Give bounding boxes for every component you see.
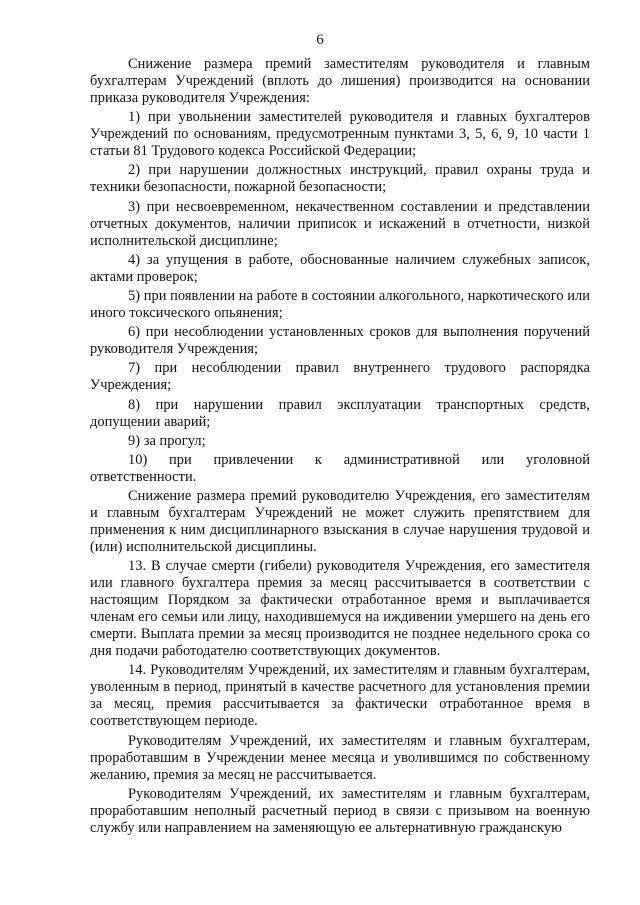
- list-item-10: 10) при привлечении к административной или уголовной ответственности.: [90, 451, 590, 485]
- document-body: [90, 56, 590, 839]
- list-item-8: 8) при нарушении правил эксплуатации транспортных средств, допущении аварий;: [90, 396, 590, 430]
- list-item-7: 7) при несоблюдении правил внутреннего трудового распорядка Учреждения;: [90, 360, 590, 394]
- paragraph-military-service: Руководителям Учреждений, их заместителям и главным бухгалтерам, проработавшим неполный расчетный период в связи с призывом на военную службу или направлением на заменяющую ее альтернативную гражданскую: [90, 785, 590, 836]
- paragraph-disciplinary-note: Снижение размера премий руководителю Учреждения, его заместителям и главным бухгалтерам Учреждений не может служить препятствием для применения к ним дисциплинарного взыскания в случае нарушения трудовой и (или) исполнительской дисциплины.: [90, 488, 590, 556]
- section-13-paragraph: 13. В случае смерти (гибели) руководителя Учреждения, его заместителя или главного бухгалтера премия за месяц рассчитывается в соответствии с настоящим Порядком за фактически отработанное время и выплачивается членам его семьи или лицу, находившемуся на иждивении умершего на день его смерти. Выплата премии за месяц производится не позднее недельного срока со дня подачи работодателю соответствующих документов.: [90, 558, 590, 660]
- list-item-6: 6) при несоблюдении установленных сроков для выполнения поручений руководителя Учреждения;: [90, 324, 590, 358]
- page-number: 6: [316, 32, 324, 48]
- paragraph-premium-reduction-intro: Снижение размера премий заместителям руководителя и главным бухгалтерам Учреждений (вплоть до лишения) производится на основании приказа руководителя Учреждения:: [90, 56, 590, 106]
- list-item-9: 9) за прогул;: [128, 432, 206, 449]
- section-14-paragraph: 14. Руководителям Учреждений, их заместителям и главным бухгалтерам, уволенным в период, принятый в качестве расчетного для установления премии за месяц, премия рассчитывается за фактически отработанное время в соответствующем периоде.: [90, 662, 590, 730]
- list-item-2: 2) при нарушении должностных инструкций, правил охраны труда и техники безопасности, пожарной безопасности;: [90, 162, 590, 196]
- list-item-5: 5) при появлении на работе в состоянии алкогольного, наркотического или иного токсического опьянения;: [90, 287, 590, 321]
- list-item-3: 3) при несвоевременном, некачественном составлении и представлении отчетных документов, наличии приписок и искажений в отчетности, низкой исполнительской дисциплине;: [90, 198, 590, 249]
- list-item-4: 4) за упущения в работе, обоснованные наличием служебных записок, актами проверок;: [90, 251, 590, 285]
- list-item-1: 1) при увольнении заместителей руководителя и главных бухгалтеров Учреждений по основаниям, предусмотренным пунктами 3, 5, 6, 9, 10 части 1 статьи 81 Трудового кодекса Российской Федерации;: [90, 109, 590, 160]
- paragraph-short-tenure: Руководителям Учреждений, их заместителям и главным бухгалтерам, проработавшим в Учреждении менее месяца и уволившимся по собственному желанию, премия за месяц не рассчитывается.: [90, 732, 590, 783]
